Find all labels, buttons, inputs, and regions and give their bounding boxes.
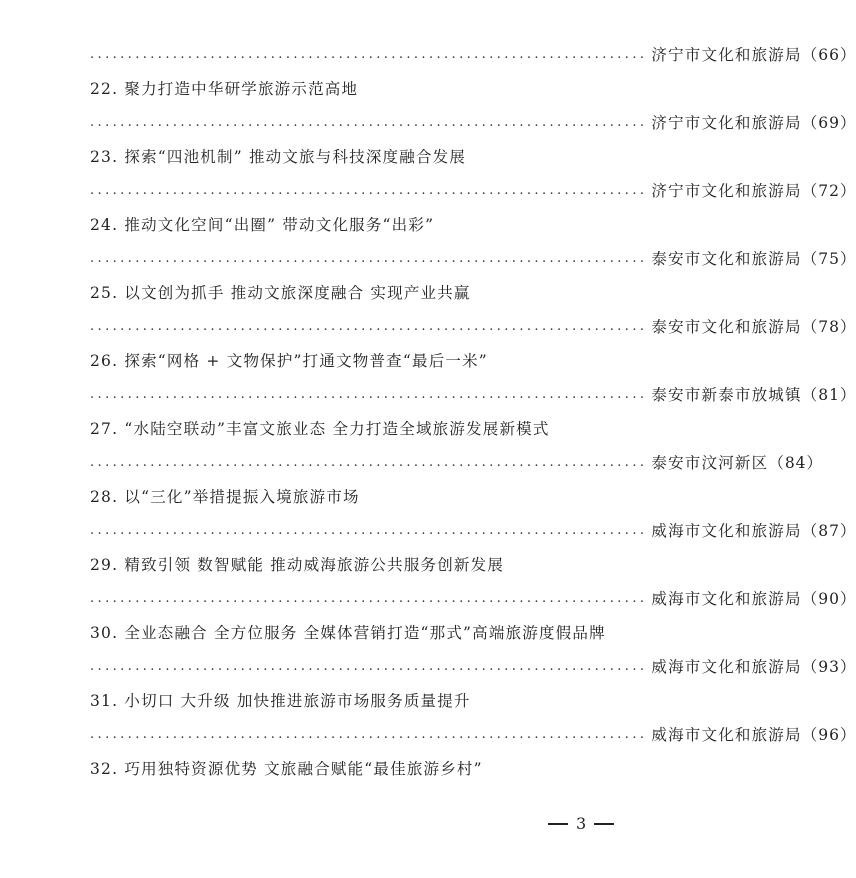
toc-entry-source-line [90,718,856,752]
toc-entry-title: 30. 全业态融合 全方位服务 全媒体营销打造“那式”高端旅游度假品牌 [90,624,606,642]
toc-entry-page: （90） [801,590,856,608]
leader-dots: .......................................................................... [90,523,648,538]
toc-entry-source-line [90,582,856,616]
leader-dots: .......................................................................... [90,183,648,198]
toc-entry-source: 威海市文化和旅游局 [651,726,802,744]
toc-entry-source-line [90,38,856,72]
footer-dash-left [548,823,568,825]
toc-entry-title: 23. 探索“四池机制” 推动文旅与科技深度融合发展 [90,148,467,166]
page-number: 3 [576,814,587,833]
toc-entry-title: 26. 探索“网格 + 文物保护”打通文物普查“最后一米” [90,352,488,370]
toc-entry-page: （93） [801,658,856,676]
toc-entry-page: （66） [801,46,856,64]
toc-entry-title: 31. 小切口 大升级 加快推进旅游市场服务质量提升 [90,692,471,710]
toc-entry-title: 22. 聚力打造中华研学旅游示范高地 [90,80,359,98]
toc-entry-source-line [90,106,856,140]
toc-entry-source-line [90,514,856,548]
leader-dots: .......................................................................... [90,591,648,606]
toc-entry-page: （72） [801,182,856,200]
toc-entry-title: 25. 以文创为抓手 推动文旅深度融合 实现产业共赢 [90,284,471,302]
toc-entry-page: （81） [801,386,856,404]
leader-dots: .......................................................................... [90,115,648,130]
toc-entry-source: 济宁市文化和旅游局 [651,114,802,132]
leader-dots: .......................................................................... [90,319,648,334]
toc-entry-source-line [90,446,824,480]
toc-entry-page: （84） [768,454,824,472]
page-footer [548,814,614,833]
leader-dots: .......................................................................... [90,47,648,62]
toc-entry-page: （96） [801,726,856,744]
toc-entry-title: 27. “水陆空联动”丰富文旅业态 全力打造全域旅游发展新模式 [90,420,550,438]
toc-entry-source-line [90,310,856,344]
leader-dots: .......................................................................... [90,387,648,402]
table-of-contents [90,38,856,786]
leader-dots: .......................................................................... [90,251,648,266]
footer-dash-right [594,823,614,825]
toc-entry-page: （75） [801,250,856,268]
toc-entry-title: 24. 推动文化空间“出圈” 带动文化服务“出彩” [90,216,435,234]
toc-entry-source: 济宁市文化和旅游局 [651,182,802,200]
toc-entry-source: 泰安市新泰市放城镇 [651,386,802,404]
leader-dots: .......................................................................... [90,455,648,470]
toc-entry-page: （78） [801,318,856,336]
toc-entry-title: 28. 以“三化”举措提振入境旅游市场 [90,488,360,506]
toc-entry-source: 泰安市文化和旅游局 [651,318,802,336]
toc-entry-source: 威海市文化和旅游局 [651,658,802,676]
toc-entry-title: 32. 巧用独特资源优势 文旅融合赋能“最佳旅游乡村” [90,760,483,778]
toc-entry-source: 泰安市文化和旅游局 [651,250,802,268]
toc-entry-source-line [90,174,856,208]
leader-dots: .......................................................................... [90,659,648,674]
toc-entry-source-line [90,650,856,684]
toc-entry-source-line [90,242,856,276]
toc-entry-source: 威海市文化和旅游局 [651,590,802,608]
toc-entry-source: 威海市文化和旅游局 [651,522,802,540]
toc-entry-source: 济宁市文化和旅游局 [651,46,802,64]
leader-dots: .......................................................................... [90,727,648,742]
toc-entry-page: （87） [801,522,856,540]
toc-entry-source: 泰安市汶河新区 [651,454,769,472]
toc-entry-title: 29. 精致引领 数智赋能 推动威海旅游公共服务创新发展 [90,556,505,574]
toc-entry-page: （69） [801,114,856,132]
toc-entry-source-line [90,378,856,412]
